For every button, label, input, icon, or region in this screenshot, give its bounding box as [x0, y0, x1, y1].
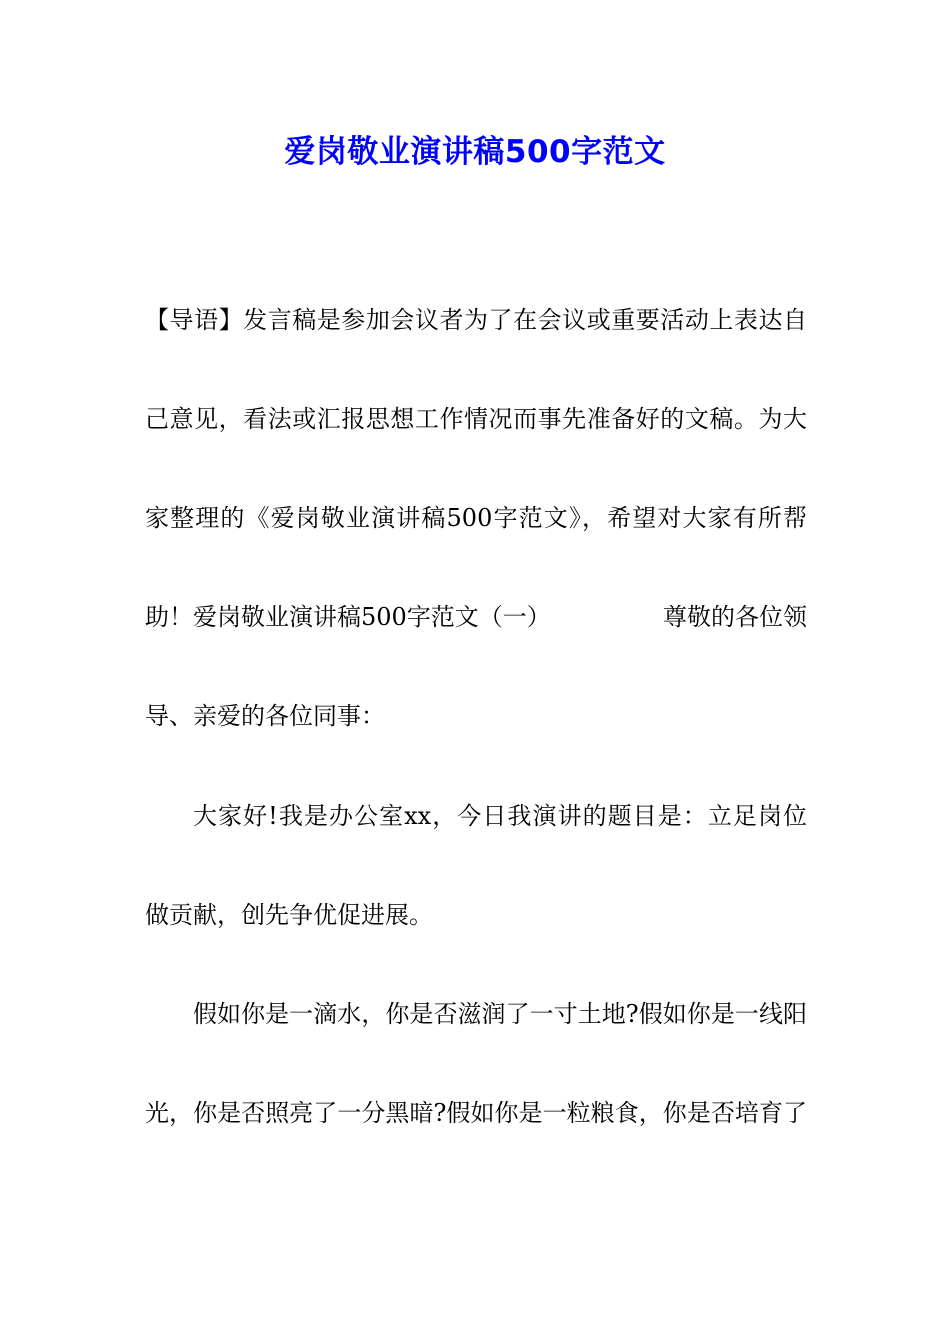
line-segment: 助！爱岗敬业演讲稿500字范文（一）	[145, 603, 551, 631]
paragraph-line	[145, 597, 807, 637]
paragraph-line: 假如你是一滴水，你是否滋润了一寸土地?假如你是一线阳	[193, 1000, 807, 1028]
paragraph-line: 做贡献，创先争优促进展。	[145, 901, 433, 929]
paragraph-line: 光，你是否照亮了一分黑暗?假如你是一粒粮食，你是否培育了	[145, 1099, 807, 1127]
paragraph-line: 【导语】发言稿是参加会议者为了在会议或重要活动上表达自	[145, 306, 807, 334]
document-title: 爱岗敬业演讲稿500字范文	[284, 134, 666, 170]
paragraph-line: 家整理的《爱岗敬业演讲稿500字范文》，希望对大家有所帮	[145, 504, 807, 532]
paragraph-line: 大家好!我是办公室xx，今日我演讲的题目是：立足岗位	[193, 802, 807, 830]
line-segment: 尊敬的各位领	[663, 603, 807, 631]
paragraph-line: 导、亲爱的各位同事：	[145, 702, 385, 730]
paragraph-line: 己意见，看法或汇报思想工作情况而事先准备好的文稿。为大	[145, 405, 807, 433]
